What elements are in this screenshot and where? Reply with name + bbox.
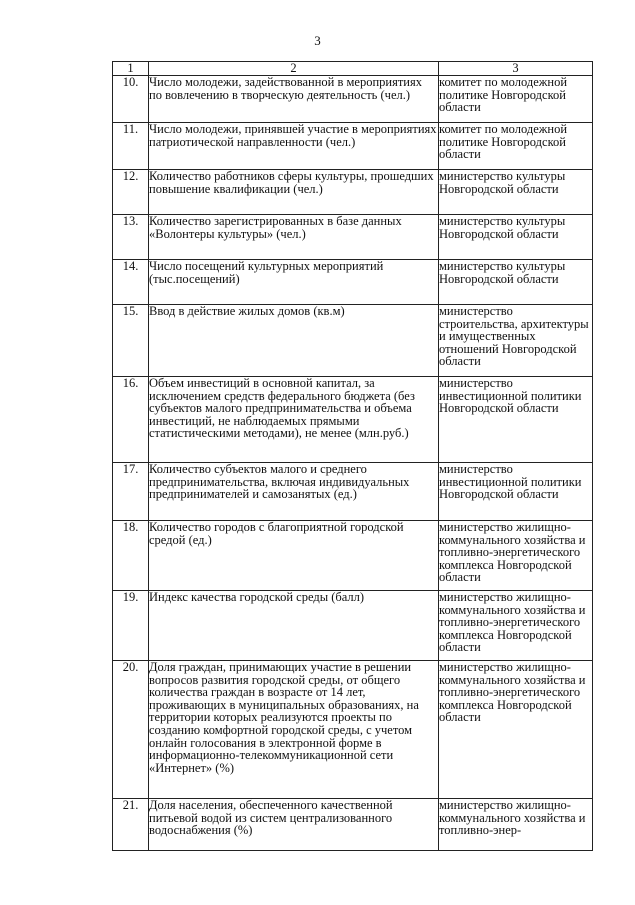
- responsible-cell: [439, 521, 593, 591]
- responsible-text: министерство жилищно-коммунального хозяйства и топливно-энергетического комплекса Новгородской области: [439, 520, 586, 585]
- indicator-text: Доля населения, обеспеченного качественной питьевой водой из систем централизованного водоснабжения (%): [149, 798, 393, 838]
- table-row: [113, 76, 593, 123]
- row-number: 13.: [113, 215, 149, 260]
- table-row: [113, 661, 593, 799]
- responsible-cell: [439, 215, 593, 260]
- row-number: 14.: [113, 260, 149, 305]
- row-number: 21.: [113, 799, 149, 851]
- responsible-cell: [439, 260, 593, 305]
- column-header-indicator: 2: [149, 62, 439, 76]
- table-row: [113, 463, 593, 521]
- table-row: [113, 305, 593, 377]
- responsible-text: министерство инвестиционной политики Новгородской области: [439, 376, 582, 416]
- responsible-cell: [439, 799, 593, 851]
- responsible-text: министерство жилищно-коммунального хозяйства и топливно-энергетического комплекса Новгородской области: [439, 660, 586, 725]
- row-number: 17.: [113, 463, 149, 521]
- responsible-cell: [439, 76, 593, 123]
- page-number: 3: [314, 33, 321, 48]
- table-row: [113, 260, 593, 305]
- responsible-cell: [439, 170, 593, 215]
- row-number: 11.: [113, 123, 149, 170]
- indicator-text: Объем инвестиций в основной капитал, за исключением средств федерального бюджета (без субъектов малого предпринимательства и объема инвестиций, не наблюдаемых прямыми статистическими методами), не менее (млн.руб.): [149, 376, 415, 441]
- indicator-text: Количество городов с благоприятной городской средой (ед.): [149, 520, 404, 547]
- indicator-cell: [149, 76, 439, 123]
- row-number: 12.: [113, 170, 149, 215]
- row-number: 10.: [113, 76, 149, 123]
- table-row: [113, 377, 593, 463]
- responsible-cell: [439, 305, 593, 377]
- indicator-text: Доля граждан, принимающих участие в решении вопросов развития городской среды, от общего количества граждан в возрасте от 14 лет, проживающих в муниципальных образованиях, на территории которых реализуются проекты по созданию комфортной городской среды, с учетом онлайн голосования в электронной форме в информационно-телекоммуникационной сети «Интернет» (%): [149, 660, 419, 775]
- column-header-number: 1: [113, 62, 149, 76]
- indicator-text: Число молодежи, принявшей участие в мероприятиях патриотической направленности (чел.): [149, 122, 437, 149]
- indicator-cell: [149, 463, 439, 521]
- indicator-text: Количество субъектов малого и среднего предпринимательства, включая индивидуальных предпринимателей и самозанятых (ед.): [149, 462, 410, 502]
- indicator-cell: [149, 170, 439, 215]
- responsible-text: министерство культуры Новгородской области: [439, 214, 566, 241]
- responsible-text: министерство строительства, архитектуры и имущественных отношений Новгородской области: [439, 304, 589, 369]
- table-row: [113, 215, 593, 260]
- indicator-cell: [149, 260, 439, 305]
- responsible-cell: [439, 591, 593, 661]
- indicator-cell: [149, 521, 439, 591]
- indicator-cell: [149, 591, 439, 661]
- responsible-text: комитет по молодежной политике Новгородской области: [439, 75, 568, 115]
- responsible-cell: [439, 123, 593, 170]
- indicators-table: [112, 61, 593, 851]
- responsible-text: министерство жилищно-коммунального хозяйства и топливно-энергетического комплекса Новгородской области: [439, 590, 586, 655]
- table-row: [113, 799, 593, 851]
- responsible-cell: [439, 463, 593, 521]
- responsible-cell: [439, 377, 593, 463]
- indicator-cell: [149, 799, 439, 851]
- column-header-responsible: 3: [439, 62, 593, 76]
- responsible-text: министерство жилищно-коммунального хозяйства и топливно-энер-: [439, 798, 586, 838]
- responsible-text: министерство культуры Новгородской области: [439, 259, 566, 286]
- indicator-text: Число молодежи, задействованной в мероприятиях по вовлечению в творческую деятельность (чел.): [149, 75, 422, 102]
- indicator-text: Количество зарегистрированных в базе данных «Волонтеры культуры» (чел.): [149, 214, 402, 241]
- indicator-cell: [149, 215, 439, 260]
- indicator-cell: [149, 661, 439, 799]
- responsible-cell: [439, 661, 593, 799]
- row-number: 20.: [113, 661, 149, 799]
- table-row: [113, 123, 593, 170]
- row-number: 18.: [113, 521, 149, 591]
- responsible-text: министерство культуры Новгородской области: [439, 169, 566, 196]
- row-number: 15.: [113, 305, 149, 377]
- responsible-text: комитет по молодежной политике Новгородской области: [439, 122, 568, 162]
- indicator-text: Ввод в действие жилых домов (кв.м): [149, 304, 345, 318]
- indicator-text: Число посещений культурных мероприятий (тыс.посещений): [149, 259, 384, 286]
- table-row: [113, 521, 593, 591]
- table-row: [113, 591, 593, 661]
- responsible-text: министерство инвестиционной политики Новгородской области: [439, 462, 582, 502]
- indicator-text: Индекс качества городской среды (балл): [149, 590, 365, 604]
- indicator-cell: [149, 377, 439, 463]
- table-row: [113, 170, 593, 215]
- row-number: 16.: [113, 377, 149, 463]
- indicator-cell: [149, 123, 439, 170]
- row-number: 19.: [113, 591, 149, 661]
- indicator-text: Количество работников сферы культуры, прошедших повышение квалификации (чел.): [149, 169, 434, 196]
- indicator-cell: [149, 305, 439, 377]
- table-header-row: [113, 62, 593, 76]
